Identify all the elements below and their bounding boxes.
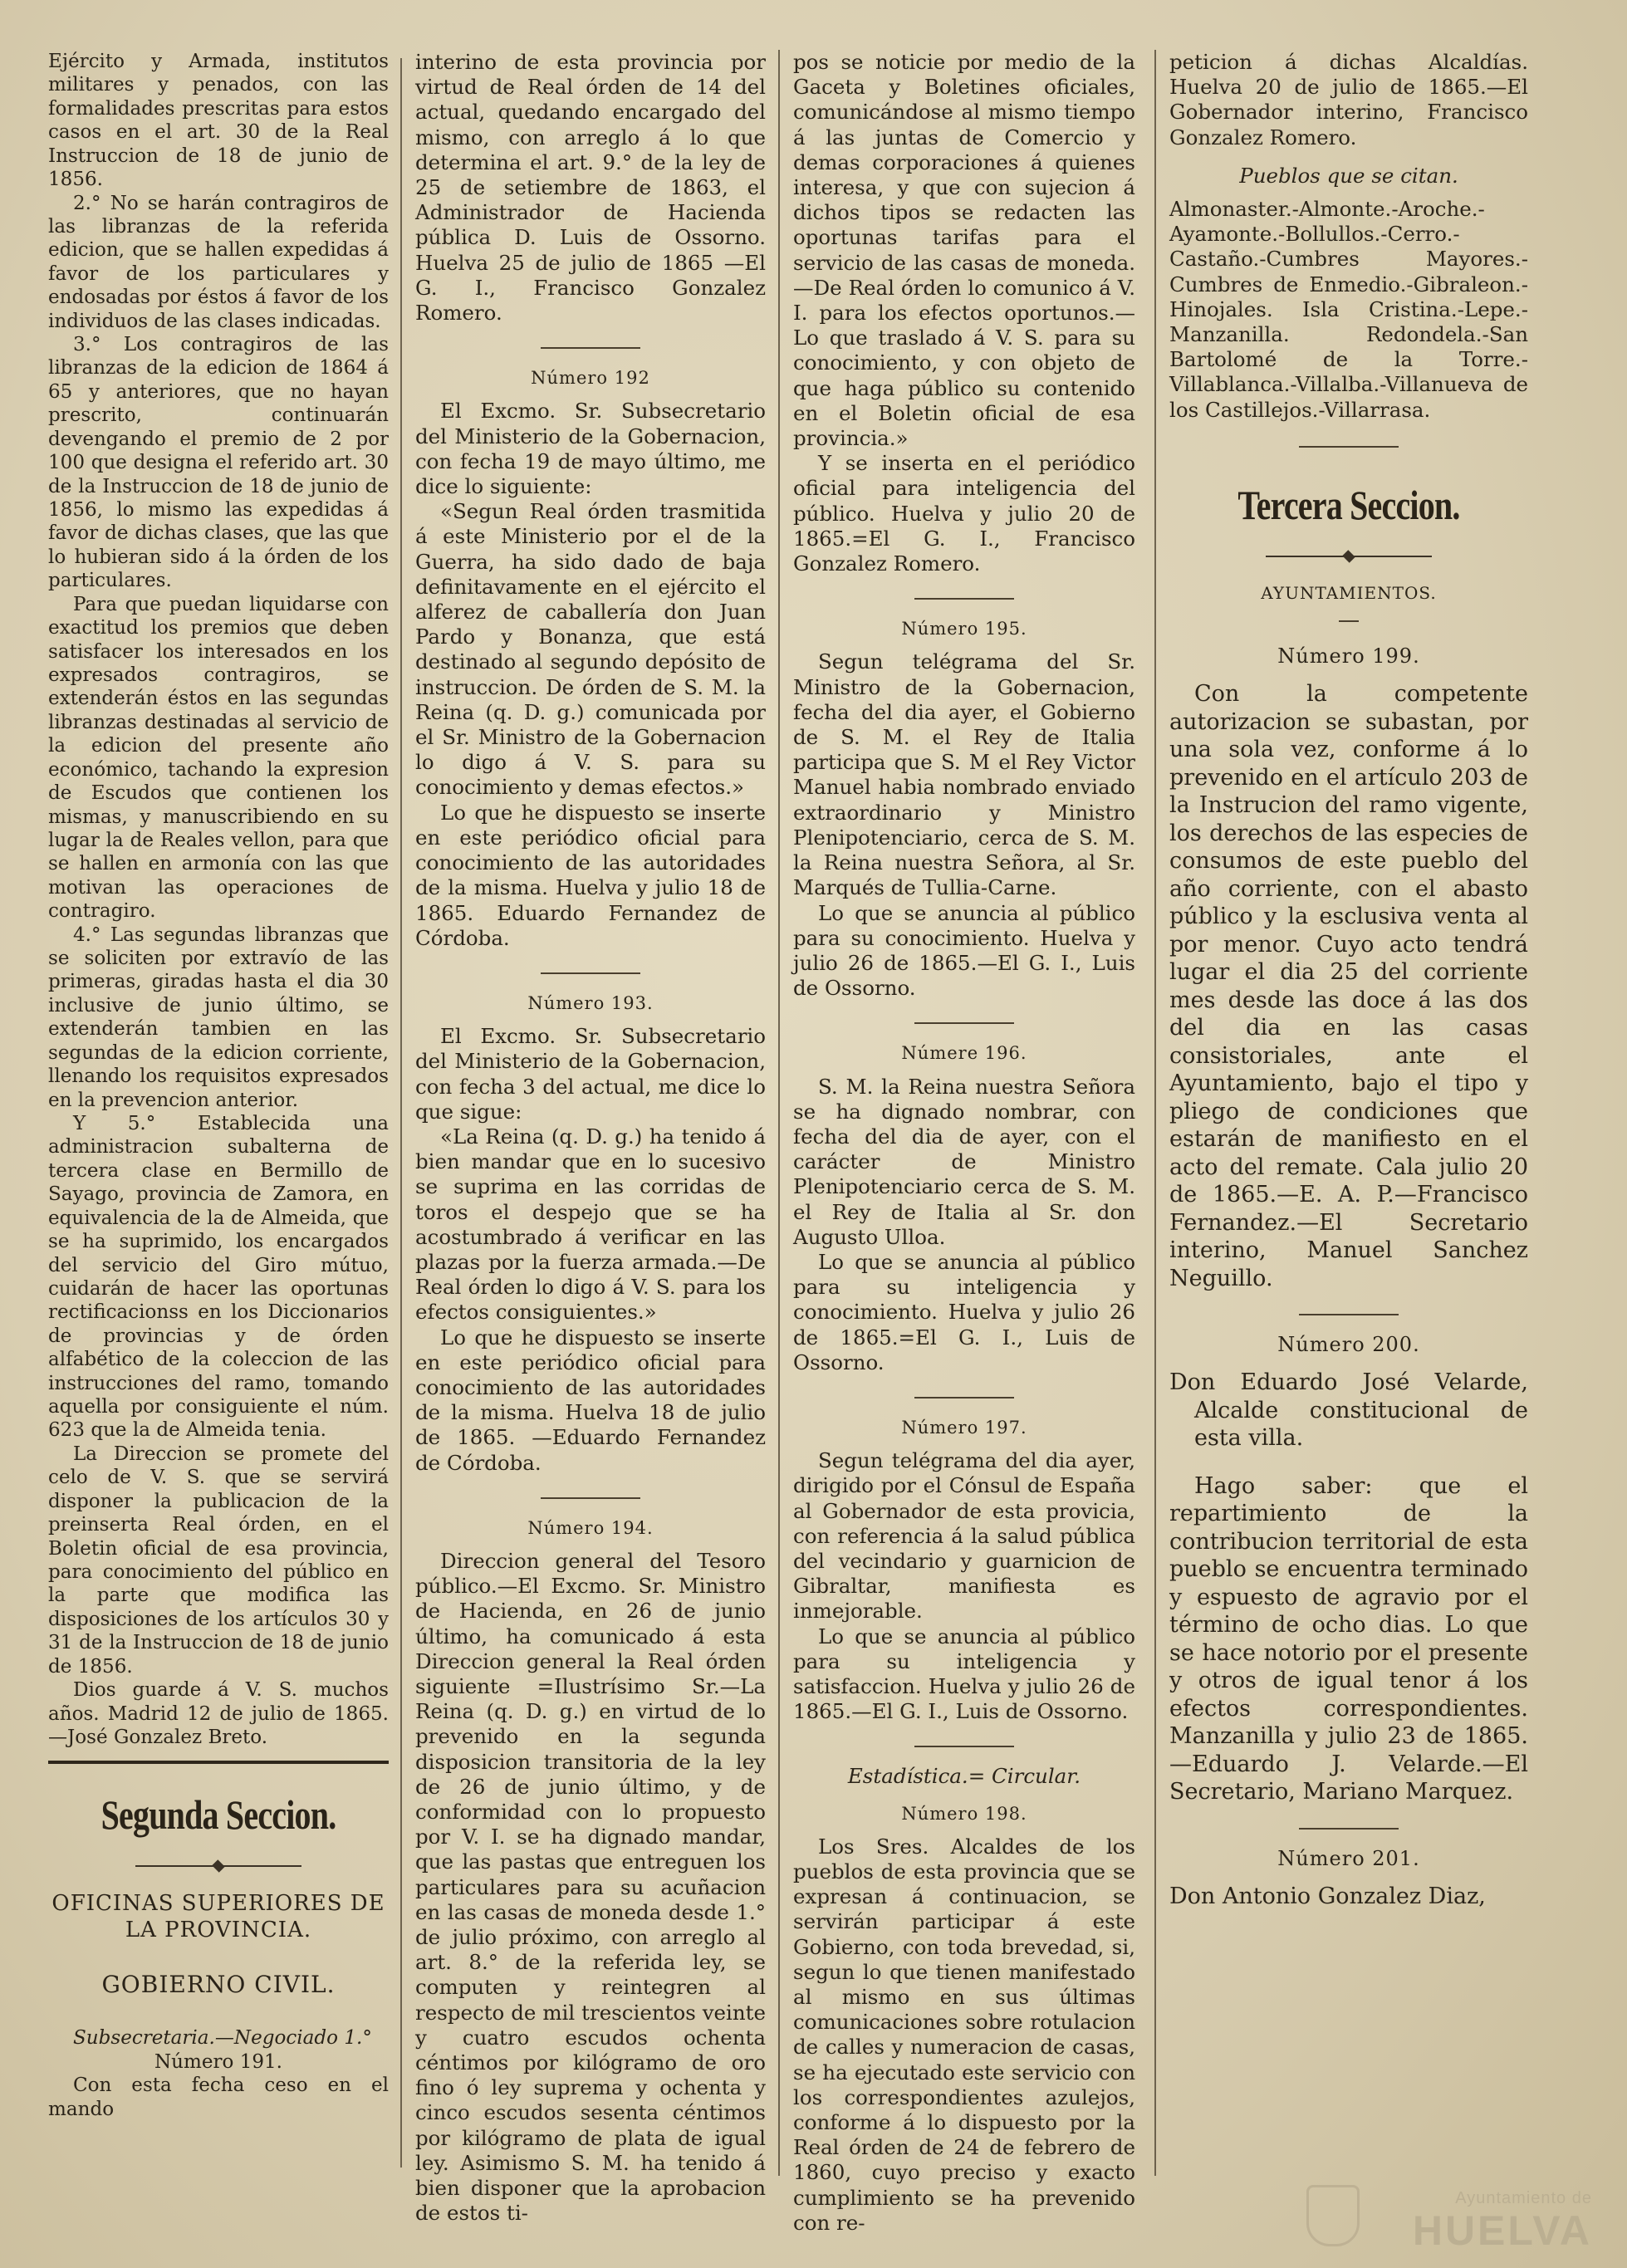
watermark-big: HUELVA [1412,2207,1592,2254]
column-2 [415,50,766,2226]
short-divider [1299,1314,1399,1315]
paragraph: Lo que se anuncia al público para su inteligencia y satisfaccion. Huelva y julio 26 de 1865.—El G. I., Luis de Ossorno. [793,1624,1135,1724]
short-divider [1339,620,1359,622]
paragraph: Para que puedan liquidarse con exactitud los premios que deben satisfacer los interesados en los expresados contragiros, se extenderán éstos en las segundas libranzas destinadas al servicio de la edicion del presente año económico, tachando la expresion de Escudos que contienen los mismas, y manuscribiendo en su lugar la de Reales vellon, para que se hallen en armonía con las que motivan las operaciones de contragiro. [48,593,389,923]
short-divider [914,598,1014,600]
column-rule [1154,50,1156,2176]
paragraph: Hago saber: que el repartimiento de la contribucion territorial de esta pueblo se encuentra terminado y espuesto de agravio por el término de ocho dias. Lo que se hace notorio por el presente y otros de igual tenor á los efectos correspondientes. Manzanilla y julio 23 de 1865. —Eduardo J. Velarde.—El Secretario, Mariano Marquez. [1169,1472,1528,1805]
oficinas-heading: OFICINAS SUPERIORES DE LA PROVINCIA. [51,1891,385,1943]
gobierno-heading: GOBIERNO CIVIL. [101,1971,336,1999]
paragraph: Don Eduardo José Velarde, Alcalde constitucional de esta villa. [1169,1369,1528,1452]
short-divider [914,1746,1014,1747]
pueblos-title: Pueblos que se citan. [1239,163,1458,188]
paragraph: Y se inserta en el periódico oficial para inteligencia del público. Huelva y julio 20 de 1865.=El G. I., Francisco Gonzalez Romero. [793,451,1135,576]
numero-201: Número 201. [1277,1846,1420,1870]
paragraph: Con la competente autorizacion se subastan, por una sola vez, conforme á lo prevenido en el artículo 203 de la Instrucion del ramo vigente, los derechos de las especies de consumos de este pueblo del año corriente, con el abasto público y la esclusiva venta al por menor. Cuyo acto tendrá lugar el dia 25 del corriente mes desde las doce á las dos del dia en las casas consistoriales, ante el Ayuntamiento, bajo el tipo y pliego de condiciones que estarán de manifiesto en el acto del remate. Cala julio 20 de 1865.—E. A. P.—Francisco Fernandez.—El Secretario interino, Manuel Sanchez Neguillo. [1169,681,1528,1291]
paragraph: Lo que se anuncia al público para su conocimiento. Huelva y julio 26 de 1865.—El G. I., Luis de Ossorno. [793,900,1135,1001]
paragraph: Don Antonio Gonzalez Diaz, [1169,1883,1486,1910]
numero-194: Número 194. [527,1517,654,1538]
ornament-divider [1266,556,1432,557]
short-divider [541,347,640,349]
paragraph: Lo que se anuncia al público para su inteligencia y conocimiento. Huelva y julio 26 de 1865.=El G. I., Luis de Ossorno. [793,1249,1135,1374]
numero-200: Número 200. [1277,1333,1420,1357]
ayuntamientos-heading: AYUNTAMIENTOS. [1261,582,1437,603]
paragraph: El Excmo. Sr. Subsecretario del Ministerio de la Gobernacion, con fecha 3 del actual, me dice lo que sigue: [415,1024,766,1124]
short-divider [914,1397,1014,1399]
column-1 [48,50,389,2121]
numero-199: Número 199. [1277,644,1420,669]
paragraph: Segun telégrama del dia ayer, dirigido por el Cónsul de España al Gobernador de esta provicia, con referencia á la salud pública del vecindario y guarnicion de Gibraltar, manifiesta es inmejorable. [793,1448,1135,1624]
short-divider [541,1497,640,1499]
paragraph: «La Reina (q. D. g.) ha tenido á bien mandar que en lo sucesivo se suprima en las corridas de toros el despejo que se ha acostumbrado á verificar en las plazas por la fuerza armada.—De Real órden lo digo á V. S. para los efectos consiguientes.» [415,1124,766,1325]
short-divider [914,1022,1014,1024]
section-heading-tercera: Tercera Seccion. [1237,481,1460,528]
paragraph: Direccion general del Tesoro público.—El Excmo. Sr. Ministro de Hacienda, en 26 de junio último, ha comunicado á esta Direccion general la Real órden siguiente =Ilustrísimo Sr.—La Reina (q. D. g.) en virtud de lo prevenido en la segunda disposicion transitoria de la ley de 26 de junio último, y de conformidad con lo propuesto por V. I. se ha dignado mandar, que las pastas que entreguen los particulares para su acuñacion en las casas de moneda desde 1.° de julio próximo, con arreglo al art. 8.° de la referida ley, se computen y reintegren al respecto de mil trescientos veinte y cuatro escudos ochenta céntimos por kilógramo de oro fino ó ley suprema y ochenta y cinco escudos sesenta céntimos por kilógramo de plata de igual ley. Asimismo S. M. ha tenido á bien disponer que la aprobacion de estos ti- [415,1548,766,2226]
paragraph: Con esta fecha ceso en el mando [48,2075,389,2120]
estadistica-heading: Estadística.= Circular. [847,1764,1081,1789]
paragraph: Ejército y Armada, institutos militares y penados, con las formalidades prescritas para estos casos en el art. 30 de la Real Instruccion de 18 de junio de 1856. [48,51,389,191]
paragraph: S. M. la Reina nuestra Señora se ha dignado nombrar, con fecha del dia de ayer, con el carácter de Ministro Plenipotenciario cerca de S. M. el Rey de Italia al Sr. don Augusto Ulloa. [793,1074,1135,1249]
column-rule [400,58,402,2168]
numero-192: Número 192 [531,368,650,389]
numero-195: Número 195. [901,619,1027,639]
short-divider [541,972,640,974]
column-3 [793,50,1135,2236]
paragraph: Segun telégrama del Sr. Ministro de la Gobernacion, fecha del dia ayer, el Gobierno de S. M. el Rey de Italia participa que S. M el Rey Victor Manuel habia nombrado enviado extraordinario y Ministro Plenipotenciario, cerca de S. M. la Reina nuestra Señora, al Sr. Marqués de Tullia-Carne. [793,649,1135,900]
numero-193: Número 193. [527,992,654,1013]
numero-191: Número 191. [154,2050,283,2073]
paragraph: La Direccion se promete del celo de V. S. que se servirá disponer la publicacion de la preinserta Real órden, en el Boletin oficial de esa provincia, para conocimiento del público en la parte que modifica las disposiciones de los artículos 30 y 31 de la Instruccion de 18 de junio de 1856. [48,1443,389,1678]
paragraph: Lo que he dispuesto se inserte en este periódico oficial para conocimiento de las autoridades de la misma. Huelva 18 de julio de 1865. —Eduardo Fernandez de Córdoba. [415,1325,766,1475]
paragraph: Lo que he dispuesto se inserte en este periódico oficial para conocimiento de las autoridades de la misma. Huelva y julio 18 de 1865. Eduardo Fernandez de Córdoba. [415,800,766,950]
paragraph: 4.° Las segundas libranzas que se soliciten por extravío de las primeras, giradas hasta el dia 30 inclusive de junio último, se extenderán tambien en las segundas de la edicion corriente, llenando los requisitos expresados en la prevencion anterior. [48,923,389,1111]
paragraph: Y 5.° Establecida una administracion subalterna de tercera clase en Bermillo de Sayago, provincia de Zamora, en equivalencia de la de Almeida, que se ha suprimido, los encargados del servicio del Giro mútuo, cuidarán de hacer las oportunas rectificacionss en los Diccionarios de provincias y de órden alfabético de la coleccion de las instrucciones del ramo, tomando aquella por consiguiente el núm. 623 que la de Almeida tenia. [48,1112,389,1442]
shield-icon [1306,2185,1360,2246]
numero-197: Número 197. [901,1417,1027,1438]
paragraph: «Segun Real órden trasmitida á este Ministerio por el de la Guerra, ha sido dado de baja definitavamente en el ejército el alferez de caballería don Juan Pardo y Bonanza, que está destinado al segundo depósito de instruccion. De órden de S. M. la Reina (q. D. g.) comunicada por el Sr. Ministro de la Gobernacion lo digo á V. S. para su conocimiento y demas efectos.» [415,499,766,800]
paragraph: Dios guarde á V. S. muchos años. Madrid 12 de julio de 1865. —José Gonzalez Breto. [48,1679,389,1748]
numero-198: Número 198. [901,1803,1027,1824]
short-divider [1299,446,1399,448]
paragraph: El Excmo. Sr. Subsecretario del Ministerio de la Gobernacion, con fecha 19 de mayo último, me dice lo siguiente: [415,399,766,499]
paragraph: 2.° No se harán contragiros de las libranzas de la referida edicion, que se hallen expedidas á favor de los particulares y endosadas por éstos á favor de los individuos de las clases indicadas. [48,192,389,332]
section-heading-segunda: Segunda Seccion. [100,1791,336,1839]
numero-196: Númere 196. [901,1043,1027,1064]
paragraph: 3.° Los contragiros de las libranzas de la edicion de 1864 á 65 y anteriores, que no hayan prescrito, continuarán devengando el premio de 2 por 100 que designa el referido art. 30 de la Instruccion de 18 de junio de 1856, lo mismo las expedidas á favor de dichas clases, que las que lo hubieran sido á la órden de los particulares. [48,334,389,592]
column-4 [1169,50,1528,1911]
paragraph: pos se noticie por medio de la Gaceta y Boletines oficiales, comunicándose al mismo tiempo á las juntas de Comercio y demas corporaciones á quienes interesa, y que con sujecion á dichos tipos se redacten las oportunas tarifas para el servicio de las casas de moneda.—De Real órden lo comunico á V. I. para los efectos oportunos.—Lo que traslado á V. S. para su conocimiento, y con objeto de que haga público su contenido en el Boletin oficial de esa provincia.» [793,50,1135,451]
ornament-divider [135,1865,301,1867]
watermark [1413,2189,1592,2253]
pueblos-list: Almonaster.-Almonte.-Aroche.-Ayamonte.-Bollullos.-Cerro.-Castaño.-Cumbres Mayores.-Cumbres de Enmedio.-Gibraleon.-Hinojales. Isla Cristina.-Lepe.-Manzanilla. Redondela.-San Bartolomé de la Torre.-Villablanca.-Villalba.-Villanueva de los Castillejos.-Villarrasa. [1169,197,1528,422]
paragraph: Los Sres. Alcaldes de los pueblos de esta provincia que se expresan á continuacion, se servirán participar á este Gobierno, con toda brevedad, si, segun lo que tienen manifestado al mismo en sus últimas comunicaciones sobre rotulacion de calles y numeracion de casas, se ha ejecutado este servicio con los correspondientes azulejos, conforme á lo dispuesto por la Real órden de 24 de febrero de 1860, cuyo preciso y exacto cumplimiento se ha prevenido con re- [793,1834,1135,2235]
paragraph: peticion á dichas Alcaldías. Huelva 20 de julio de 1865.—El Gobernador interino, Francisco Gonzalez Romero. [1169,50,1528,149]
short-divider [1299,1828,1399,1830]
paragraph: interino de esta provincia por virtud de Real órden de 14 del actual, quedando encargado del mismo, con arreglo á lo que determina el art. 9.° de la ley de 25 de setiembre de 1863, el Administrador de Hacienda pública D. Luis de Ossorno. Huelva 25 de julio de 1865 —El G. I., Francisco Gonzalez Romero. [415,50,766,326]
subsecretaria-line: Subsecretaria.—Negociado 1.° [73,2027,372,2050]
column-rule [778,50,780,2176]
watermark-small: Ayuntamiento de [1455,2189,1592,2207]
